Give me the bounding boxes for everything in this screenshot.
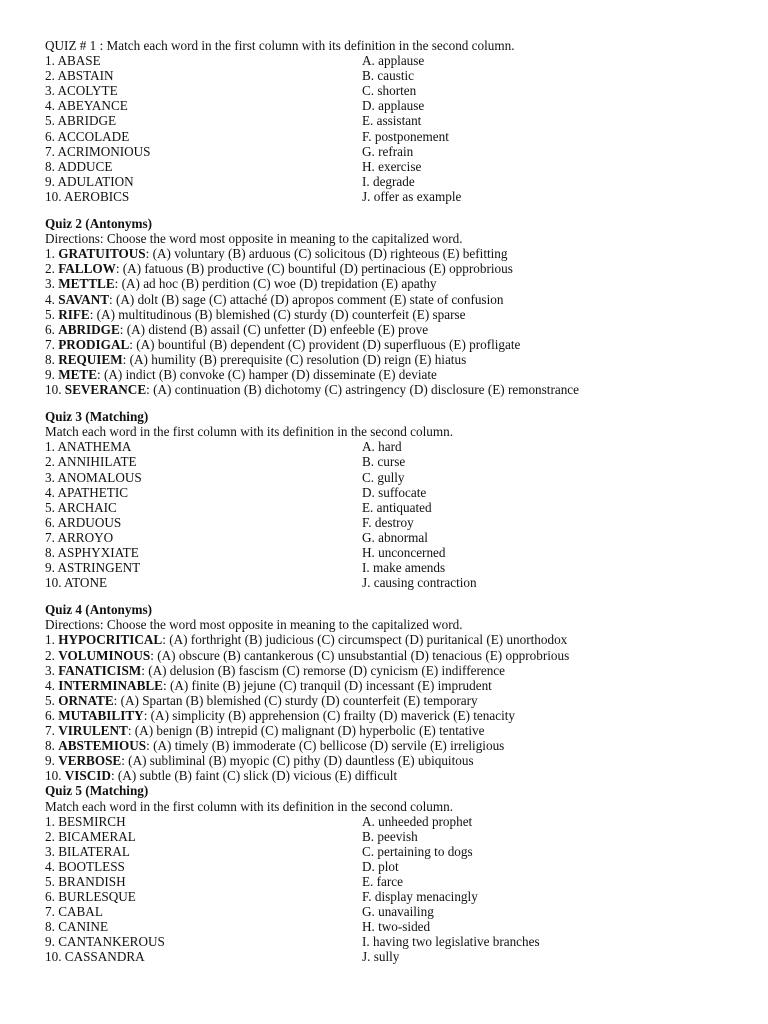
match-definition: I. having two legislative branches bbox=[362, 934, 540, 950]
match-row bbox=[45, 129, 745, 144]
antonym-item bbox=[45, 738, 745, 753]
antonym-item bbox=[45, 307, 745, 322]
item-number: 10. bbox=[45, 768, 65, 784]
match-definition: C. pertaining to dogs bbox=[362, 843, 473, 859]
quiz3-heading: Quiz 3 (Matching) bbox=[45, 409, 149, 425]
antonym-item bbox=[45, 663, 745, 678]
capitalized-word: FANATICISM bbox=[58, 662, 142, 678]
quiz5-heading: Quiz 5 (Matching) bbox=[45, 783, 149, 799]
item-number: 7. bbox=[45, 723, 59, 739]
quiz4-items bbox=[45, 632, 745, 783]
match-row bbox=[45, 159, 745, 174]
match-row bbox=[45, 454, 745, 469]
match-term: 9. ASTRINGENT bbox=[45, 560, 141, 576]
match-definition: E. farce bbox=[362, 873, 403, 889]
item-number: 4. bbox=[45, 291, 59, 307]
match-definition: B. caustic bbox=[362, 68, 415, 84]
item-number: 4. bbox=[45, 677, 59, 693]
match-term: 1. ABASE bbox=[45, 53, 101, 69]
match-term: 6. ACCOLADE bbox=[45, 128, 130, 144]
match-definition: J. causing contraction bbox=[362, 575, 477, 591]
match-term: 3. BILATERAL bbox=[45, 843, 130, 859]
answer-choices: : (A) forthright (B) judicious (C) circumspect (D) puritanical (E) unorthodox bbox=[162, 632, 568, 648]
item-number: 5. bbox=[45, 306, 59, 322]
capitalized-word: GRATUITOUS bbox=[58, 246, 146, 262]
match-row bbox=[45, 144, 745, 159]
match-term: 2. ANNIHILATE bbox=[45, 454, 137, 470]
capitalized-word: SAVANT bbox=[58, 291, 110, 307]
match-definition: F. postponement bbox=[362, 128, 449, 144]
item-number: 2. bbox=[45, 261, 59, 277]
match-row bbox=[45, 844, 745, 859]
match-term: 4. ABEYANCE bbox=[45, 98, 128, 114]
match-definition: A. unheeded prophet bbox=[362, 813, 473, 829]
item-number: 10. bbox=[45, 382, 65, 398]
match-definition: J. offer as example bbox=[362, 188, 462, 204]
answer-choices: : (A) bountiful (B) dependent (C) provident (D) superfluous (E) profligate bbox=[129, 336, 521, 352]
match-row bbox=[45, 189, 745, 204]
section-spacer bbox=[45, 397, 745, 409]
quiz1-pairs bbox=[45, 53, 745, 204]
quiz2-directions: Directions: Choose the word most opposite in meaning to the capitalized word. bbox=[45, 231, 463, 247]
answer-choices: : (A) multitudinous (B) blemished (C) sturdy (D) counterfeit (E) sparse bbox=[89, 306, 466, 322]
match-term: 3. ANOMALOUS bbox=[45, 469, 142, 485]
answer-choices: : (A) finite (B) jejune (C) tranquil (D) incessant (E) imprudent bbox=[162, 677, 492, 693]
match-row bbox=[45, 829, 745, 844]
answer-choices: : (A) timely (B) immoderate (C) bellicose (D) servile (E) irreligious bbox=[146, 738, 505, 754]
answer-choices: : (A) dolt (B) sage (C) attaché (D) apropos comment (E) state of confusion bbox=[109, 291, 504, 307]
antonym-item bbox=[45, 768, 745, 783]
capitalized-word: METE bbox=[58, 366, 98, 382]
quiz4-directions: Directions: Choose the word most opposite in meaning to the capitalized word. bbox=[45, 617, 463, 633]
match-row bbox=[45, 530, 745, 545]
match-definition: A. applause bbox=[362, 53, 425, 69]
antonym-item bbox=[45, 382, 745, 397]
quiz3-directions: Match each word in the first column with its definition in the second column. bbox=[45, 424, 453, 440]
antonym-item bbox=[45, 708, 745, 723]
match-term: 6. BURLESQUE bbox=[45, 889, 136, 905]
item-number: 7. bbox=[45, 336, 59, 352]
item-number: 8. bbox=[45, 351, 59, 367]
capitalized-word: RIFE bbox=[58, 306, 90, 322]
match-definition: H. exercise bbox=[362, 158, 422, 174]
match-definition: H. two-sided bbox=[362, 919, 431, 935]
match-definition: F. display menacingly bbox=[362, 889, 478, 905]
match-term: 5. ARCHAIC bbox=[45, 499, 117, 515]
match-row bbox=[45, 949, 745, 964]
match-row bbox=[45, 53, 745, 68]
quiz5-directions: Match each word in the first column with its definition in the second column. bbox=[45, 798, 453, 814]
match-row bbox=[45, 500, 745, 515]
capitalized-word: VERBOSE bbox=[58, 753, 122, 769]
match-row bbox=[45, 515, 745, 530]
section-spacer bbox=[45, 204, 745, 216]
antonym-item bbox=[45, 678, 745, 693]
answer-choices: : (A) obscure (B) cantankerous (C) unsubstantial (D) tenacious (E) opprobrious bbox=[150, 647, 570, 663]
antonym-item bbox=[45, 322, 745, 337]
antonym-item bbox=[45, 693, 745, 708]
match-row bbox=[45, 113, 745, 128]
answer-choices: : (A) benign (B) intrepid (C) malignant (D) hyperbolic (E) tentative bbox=[127, 723, 485, 739]
match-term: 9. CANTANKEROUS bbox=[45, 934, 165, 950]
answer-choices: : (A) fatuous (B) productive (C) bountiful (D) pertinacious (E) opprobrious bbox=[115, 261, 513, 277]
quiz4-heading: Quiz 4 (Antonyms) bbox=[45, 602, 152, 618]
answer-choices: : (A) Spartan (B) blemished (C) sturdy (D) counterfeit (E) temporary bbox=[113, 692, 478, 708]
match-definition: B. peevish bbox=[362, 828, 418, 844]
match-row bbox=[45, 545, 745, 560]
quiz3-pairs bbox=[45, 439, 745, 590]
item-number: 5. bbox=[45, 692, 59, 708]
match-definition: C. gully bbox=[362, 469, 405, 485]
match-term: 4. APATHETIC bbox=[45, 484, 129, 500]
match-definition: J. sully bbox=[362, 949, 400, 965]
match-row bbox=[45, 934, 745, 949]
capitalized-word: HYPOCRITICAL bbox=[58, 632, 163, 648]
match-definition: H. unconcerned bbox=[362, 545, 446, 560]
match-term: 2. ABSTAIN bbox=[45, 68, 114, 84]
antonym-item bbox=[45, 292, 745, 307]
antonym-item bbox=[45, 723, 745, 738]
match-term: 3. ACOLYTE bbox=[45, 83, 118, 99]
match-row bbox=[45, 470, 745, 485]
antonym-item bbox=[45, 367, 745, 382]
answer-choices: : (A) continuation (B) dichotomy (C) astringency (D) disclosure (E) remonstrance bbox=[146, 382, 579, 398]
match-term: 6. ARDUOUS bbox=[45, 514, 122, 530]
item-number: 2. bbox=[45, 647, 59, 663]
item-number: 3. bbox=[45, 276, 59, 292]
match-term: 1. BESMIRCH bbox=[45, 813, 126, 829]
match-term: 7. ACRIMONIOUS bbox=[45, 143, 151, 159]
match-row bbox=[45, 575, 745, 590]
item-number: 6. bbox=[45, 321, 59, 337]
quiz1-title: QUIZ # 1 : Match each word in the first column with its definition in the second column. bbox=[45, 38, 515, 53]
capitalized-word: ABRIDGE bbox=[58, 321, 120, 337]
answer-choices: : (A) voluntary (B) arduous (C) solicitous (D) righteous (E) befitting bbox=[145, 246, 508, 262]
match-row bbox=[45, 485, 745, 500]
match-term: 8. ASPHYXIATE bbox=[45, 545, 139, 560]
capitalized-word: METTLE bbox=[58, 276, 115, 292]
item-number: 9. bbox=[45, 366, 59, 382]
antonym-item bbox=[45, 352, 745, 367]
match-row bbox=[45, 68, 745, 83]
antonym-item bbox=[45, 648, 745, 663]
item-number: 9. bbox=[45, 753, 59, 769]
match-term: 10. CASSANDRA bbox=[45, 949, 145, 965]
answer-choices: : (A) ad hoc (B) perdition (C) woe (D) trepidation (E) apathy bbox=[114, 276, 437, 292]
match-row bbox=[45, 814, 745, 829]
answer-choices: : (A) simplicity (B) apprehension (C) frailty (D) maverick (E) tenacity bbox=[143, 707, 516, 723]
match-term: 2. BICAMERAL bbox=[45, 828, 136, 844]
item-number: 8. bbox=[45, 738, 59, 754]
match-row bbox=[45, 83, 745, 98]
capitalized-word: VISCID bbox=[64, 768, 111, 784]
antonym-item bbox=[45, 632, 745, 647]
capitalized-word: ORNATE bbox=[58, 692, 114, 708]
match-term: 5. ABRIDGE bbox=[45, 113, 117, 129]
match-definition: G. refrain bbox=[362, 143, 414, 159]
match-row bbox=[45, 904, 745, 919]
capitalized-word: ABSTEMIOUS bbox=[58, 738, 147, 754]
answer-choices: : (A) subliminal (B) myopic (C) pithy (D) dauntless (E) ubiquitous bbox=[121, 753, 474, 769]
match-definition: D. suffocate bbox=[362, 484, 427, 500]
match-definition: E. assistant bbox=[362, 113, 422, 129]
match-term: 10. ATONE bbox=[45, 575, 108, 591]
antonym-item bbox=[45, 276, 745, 291]
item-number: 6. bbox=[45, 707, 59, 723]
match-definition: I. make amends bbox=[362, 560, 446, 576]
match-row bbox=[45, 439, 745, 454]
match-term: 7. ARROYO bbox=[45, 529, 114, 545]
match-row bbox=[45, 174, 745, 189]
answer-choices: : (A) humility (B) prerequisite (C) resolution (D) reign (E) hiatus bbox=[122, 351, 467, 367]
match-row bbox=[45, 919, 745, 934]
match-definition: A. hard bbox=[362, 439, 402, 455]
match-definition: F. destroy bbox=[362, 514, 414, 530]
answer-choices: : (A) distend (B) assail (C) unfetter (D) enfeeble (E) prove bbox=[119, 321, 429, 337]
item-number: 3. bbox=[45, 662, 59, 678]
match-term: 9. ADULATION bbox=[45, 173, 134, 189]
match-term: 7. CABAL bbox=[45, 904, 103, 920]
capitalized-word: MUTABILITY bbox=[58, 707, 144, 723]
antonym-item bbox=[45, 261, 745, 276]
quiz2-heading: Quiz 2 (Antonyms) bbox=[45, 216, 152, 232]
match-term: 5. BRANDISH bbox=[45, 873, 126, 889]
antonym-item bbox=[45, 753, 745, 768]
match-definition: I. degrade bbox=[362, 173, 415, 189]
quiz2-items bbox=[45, 246, 745, 397]
capitalized-word: INTERMINABLE bbox=[58, 677, 163, 693]
match-definition: G. abnormal bbox=[362, 529, 428, 545]
item-number: 1. bbox=[45, 246, 59, 262]
capitalized-word: REQUIEM bbox=[58, 351, 123, 367]
match-definition: E. antiquated bbox=[362, 499, 432, 515]
match-definition: D. applause bbox=[362, 98, 425, 114]
match-term: 10. AEROBICS bbox=[45, 188, 130, 204]
capitalized-word: PRODIGAL bbox=[58, 336, 130, 352]
answer-choices: : (A) delusion (B) fascism (C) remorse (D) cynicism (E) indifference bbox=[141, 662, 505, 678]
item-number: 1. bbox=[45, 632, 59, 648]
document-page bbox=[45, 38, 745, 965]
capitalized-word: SEVERANCE bbox=[64, 382, 147, 398]
match-term: 1. ANATHEMA bbox=[45, 439, 132, 455]
answer-choices: : (A) indict (B) convoke (C) hamper (D) disseminate (E) deviate bbox=[97, 366, 437, 382]
antonym-item bbox=[45, 246, 745, 261]
match-term: 4. BOOTLESS bbox=[45, 858, 125, 874]
match-definition: D. plot bbox=[362, 858, 399, 874]
antonym-item bbox=[45, 337, 745, 352]
match-term: 8. CANINE bbox=[45, 919, 109, 935]
capitalized-word: VOLUMINOUS bbox=[58, 647, 151, 663]
match-row bbox=[45, 859, 745, 874]
capitalized-word: FALLOW bbox=[58, 261, 116, 277]
match-row bbox=[45, 560, 745, 575]
match-term: 8. ADDUCE bbox=[45, 158, 113, 174]
quiz5-pairs bbox=[45, 814, 745, 965]
match-definition: C. shorten bbox=[362, 83, 417, 99]
match-definition: B. curse bbox=[362, 454, 406, 470]
section-spacer bbox=[45, 590, 745, 602]
match-row bbox=[45, 874, 745, 889]
match-row bbox=[45, 889, 745, 904]
capitalized-word: VIRULENT bbox=[58, 723, 128, 739]
answer-choices: : (A) subtle (B) faint (C) slick (D) vicious (E) difficult bbox=[110, 768, 398, 784]
match-row bbox=[45, 98, 745, 113]
match-definition: G. unavailing bbox=[362, 904, 434, 920]
